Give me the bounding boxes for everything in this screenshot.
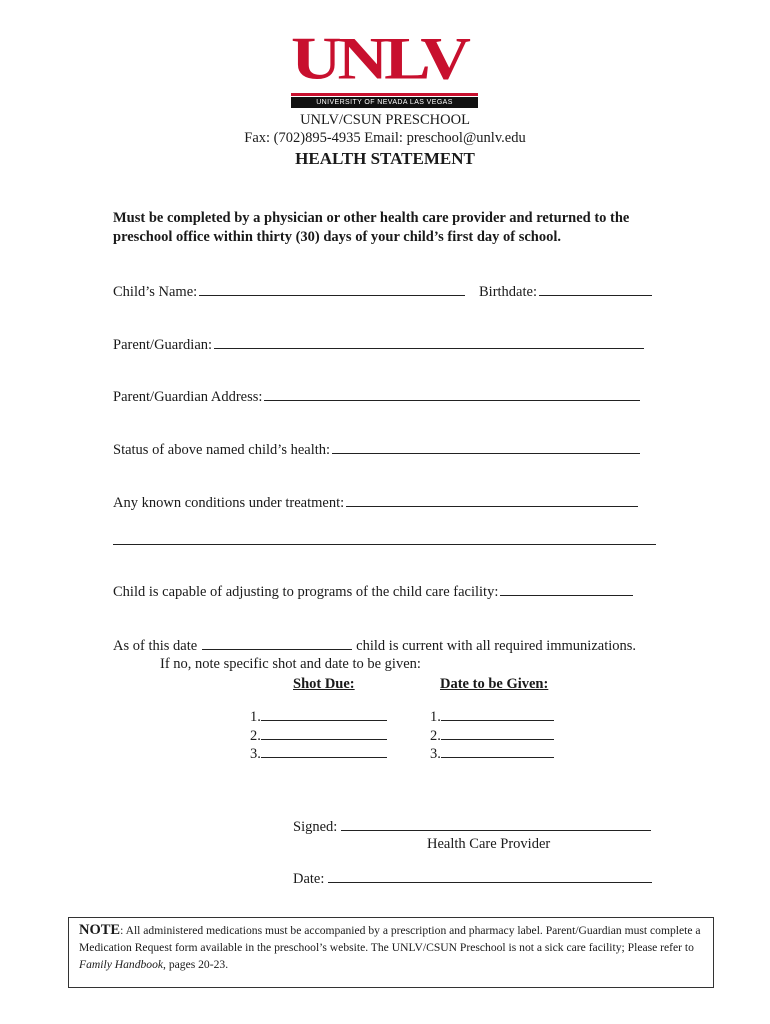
row-number: 1. [250,709,261,725]
parent-address-label: Parent/Guardian Address: [113,389,263,405]
row-number: 3. [430,746,441,762]
signed-row [293,819,651,836]
note-label: NOTE [79,922,121,938]
parent-address-row [113,389,640,406]
logo-rule [291,93,478,96]
note-pages: , pages 20-23. [163,958,229,971]
health-status-field[interactable] [332,452,640,454]
date-given-heading: Date to be Given: [440,676,549,692]
contact-info: Fax: (702)895-4935 Email: preschool@unlv.edu [244,130,526,146]
date-given-row-2 [430,728,554,745]
page-title: HEALTH STATEMENT [295,149,475,168]
shot-due-field-1[interactable] [261,719,387,721]
immunization-date-field[interactable] [202,648,352,650]
date-given-field-3[interactable] [441,756,554,758]
health-status-label: Status of above named child’s health: [113,442,331,458]
child-name-field[interactable] [199,294,465,296]
row-number: 3. [250,746,261,762]
immunization-current-label: child is current with all required immunizations. [356,638,637,654]
instructions-line-1: Must be completed by a physician or other health care provider and returned to the [113,210,630,226]
date-given-row-1 [430,709,554,726]
shot-due-row-3 [250,746,387,763]
provider-caption: Health Care Provider [427,836,551,852]
conditions-label: Any known conditions under treatment: [113,495,345,511]
note-text: : All administered medications must be accompanied by a prescription and pharmacy label. Parent/Guardian must complete a Medication Request form available in the preschool’s website. The UNLV/CSUN Preschool is not a sick care facility; Please refer to [79,924,701,954]
unlv-logo [291,25,481,108]
date-row [293,871,652,888]
shot-due-field-2[interactable] [261,738,387,740]
birthdate-field[interactable] [539,294,652,296]
signed-label: Signed: [293,819,338,835]
birthdate-label: Birthdate: [479,284,537,300]
date-given-row-3 [430,746,554,763]
health-status-row [113,442,640,459]
parent-field[interactable] [214,347,644,349]
conditions-field-continued[interactable] [113,544,656,545]
instructions-line-2: preschool office within thirty (30) days of your child’s first day of school. [113,229,562,245]
immunization-row [113,638,636,655]
shot-due-field-3[interactable] [261,756,387,758]
if-no-note: If no, note specific shot and date to be given: [160,656,421,672]
org-name: UNLV/CSUN PRESCHOOL [300,112,470,128]
capable-field[interactable] [500,594,633,596]
row-number: 2. [430,728,441,744]
signature-field[interactable] [341,829,651,831]
conditions-field[interactable] [346,505,638,507]
child-name-label: Child’s Name: [113,284,198,300]
note-box [68,917,714,988]
parent-address-field[interactable] [264,399,640,401]
birthdate-row [479,284,652,301]
shot-due-heading: Shot Due: [293,676,355,692]
date-field[interactable] [328,881,652,883]
logo-wordmark: UNLV [291,25,467,93]
date-given-field-2[interactable] [441,738,554,740]
logo-tagline: UNIVERSITY OF NEVADA LAS VEGAS [291,97,478,108]
conditions-row [113,495,638,512]
as-of-label: As of this date [113,638,198,654]
capable-label: Child is capable of adjusting to programs of the child care facility: [113,584,499,600]
shot-due-row-1 [250,709,387,726]
parent-row [113,337,644,354]
row-number: 1. [430,709,441,725]
row-number: 2. [250,728,261,744]
shot-due-row-2 [250,728,387,745]
date-label: Date: [293,871,325,887]
parent-label: Parent/Guardian: [113,337,213,353]
child-name-row [113,284,465,301]
date-given-field-1[interactable] [441,719,554,721]
capable-row [113,584,633,601]
family-handbook-reference: Family Handbook [79,958,164,971]
